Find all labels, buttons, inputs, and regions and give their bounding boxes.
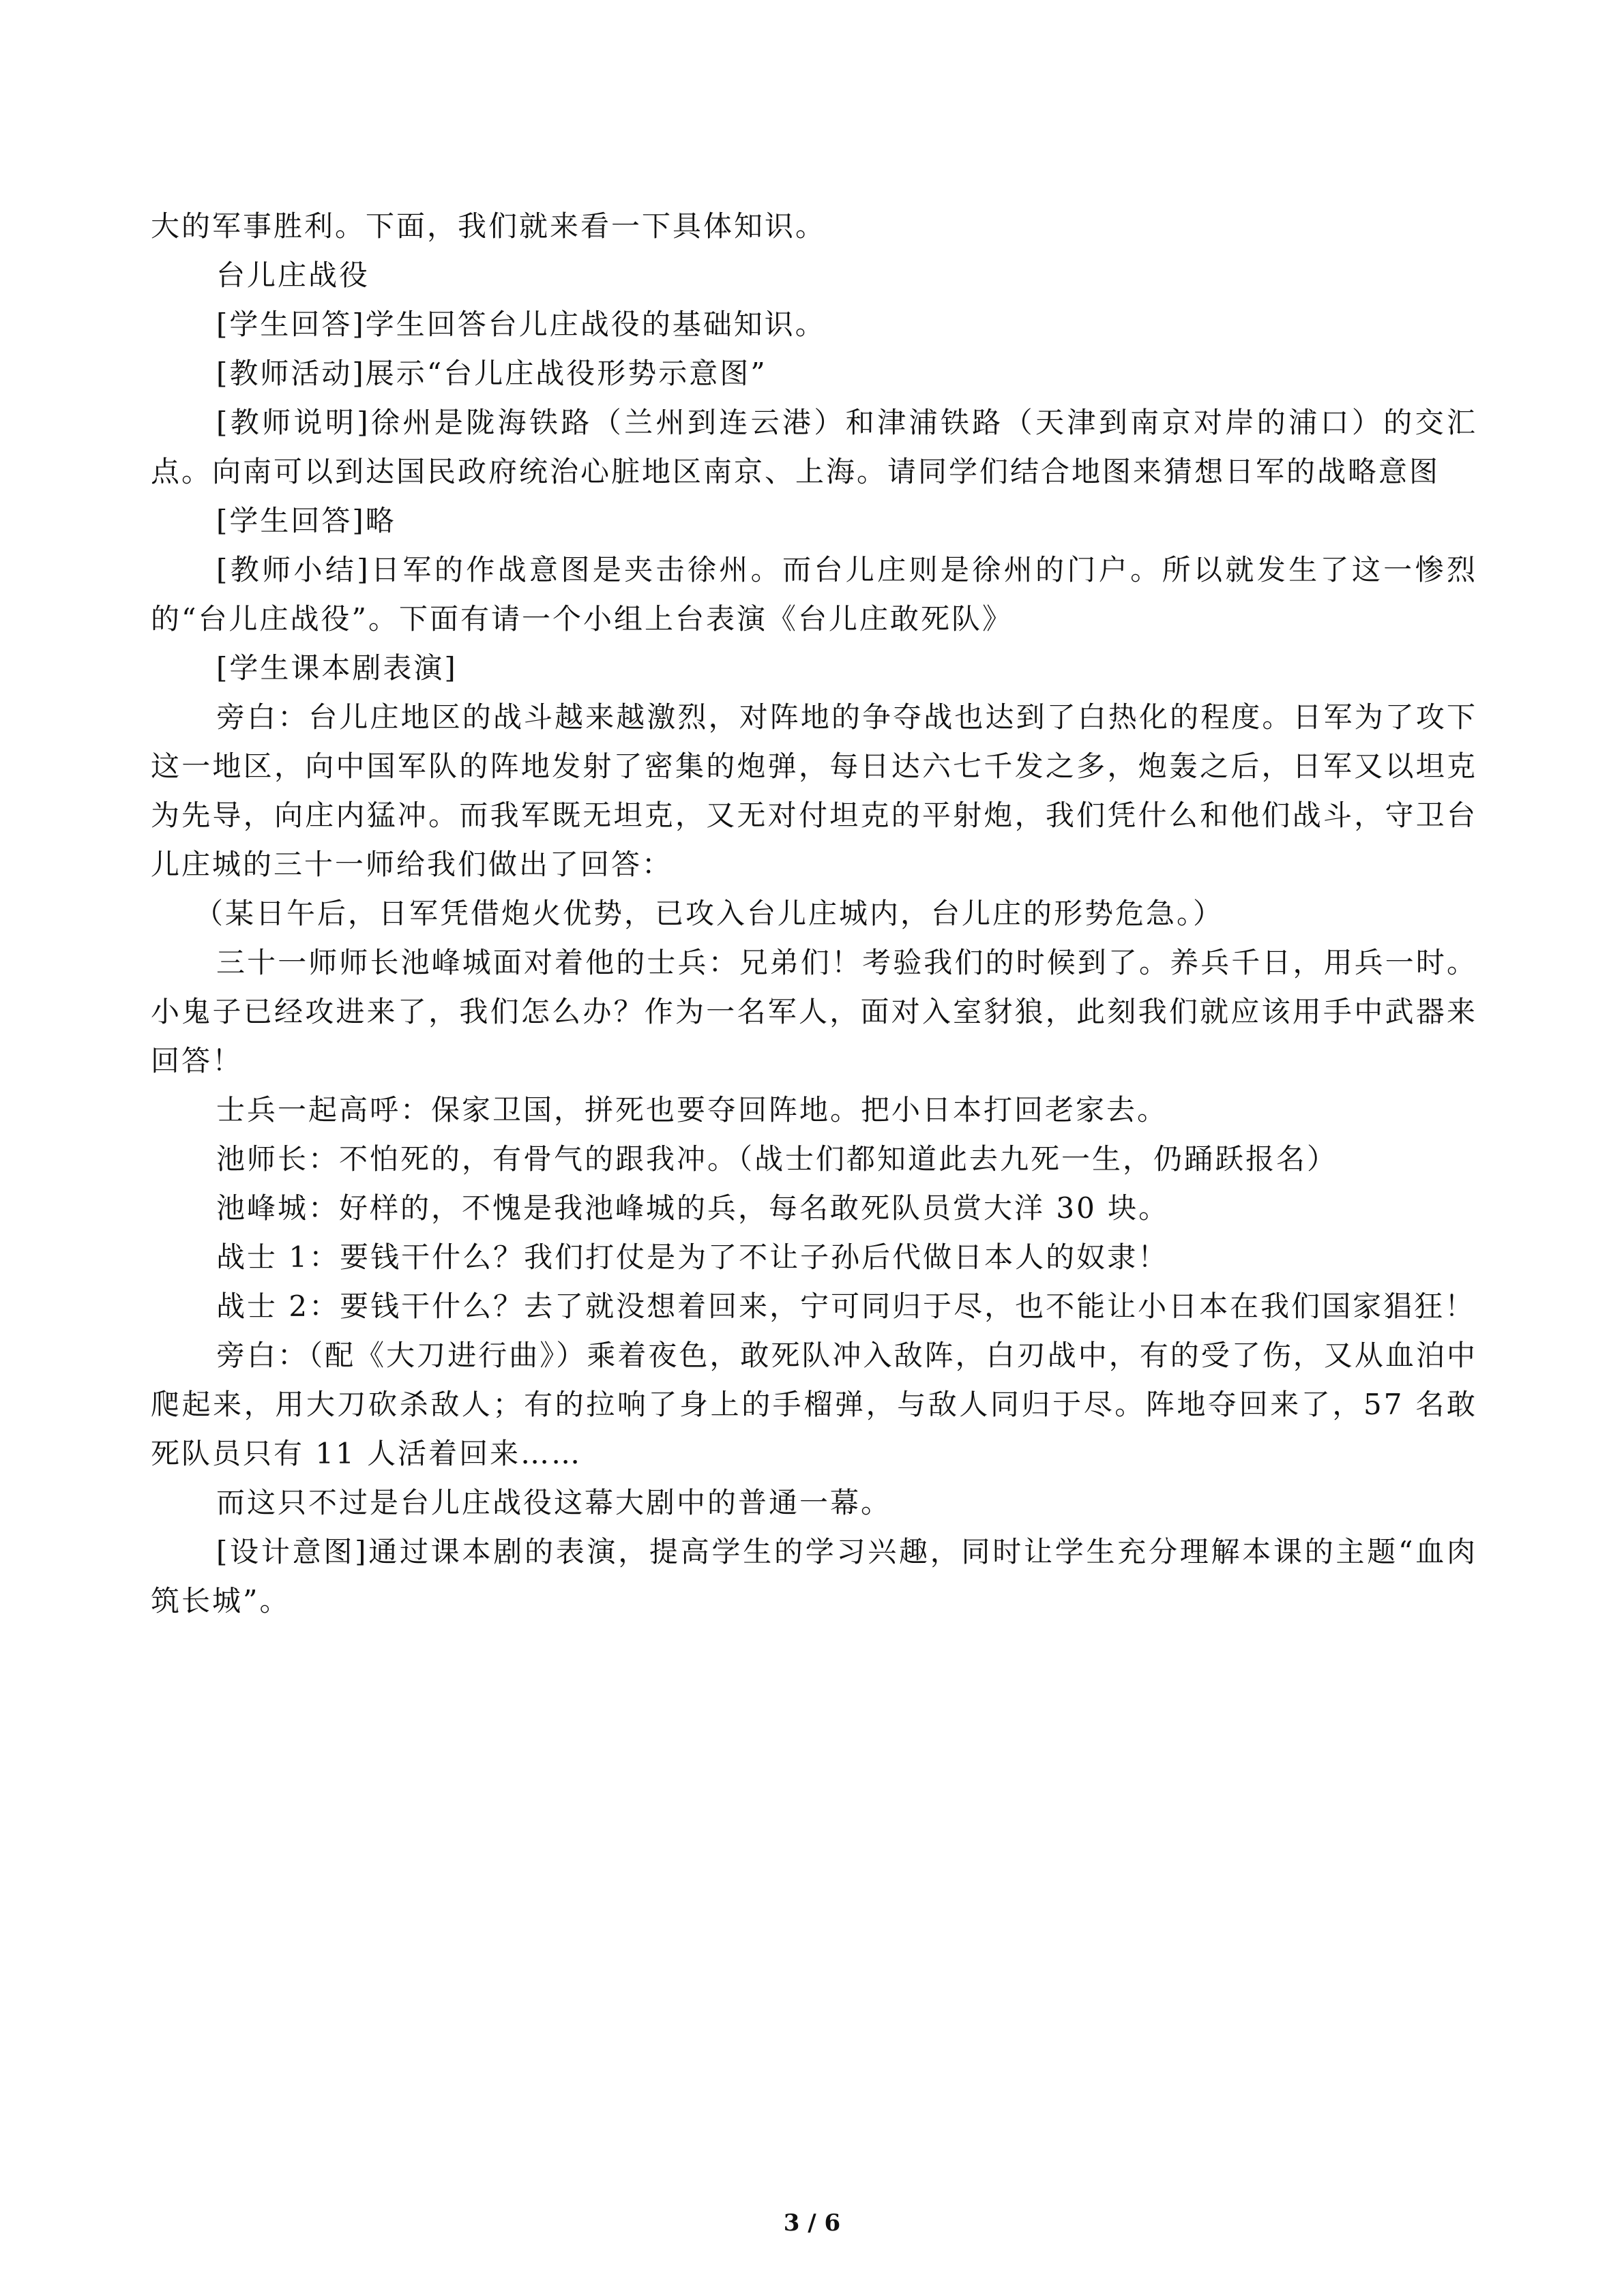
paragraph: [教师活动]展示“台儿庄战役形势示意图” <box>216 357 767 390</box>
stage-direction: （某日午后，日军凭借炮火优势，已攻入台儿庄城内，台儿庄的形势危急。） <box>194 897 1224 930</box>
paragraph: [学生课本剧表演] <box>216 651 458 685</box>
paragraph: [教师说明]徐州是陇海铁路（兰州到连云港）和津浦铁路（天津到南京对岸的浦口）的交汇点。向南可以到达国民政府统治心脏地区南京、上海。请同学们结合地图来猜想日军的战略意图 <box>151 406 1477 488</box>
paragraph: 战士 1：要钱干什么？我们打仗是为了不让子孙后代做日本人的奴隶！ <box>216 1240 1169 1274</box>
document-body <box>151 202 1477 1626</box>
paragraph: 士兵一起高呼：保家卫国，拼死也要夺回阵地。把小日本打回老家去。 <box>216 1093 1168 1127</box>
page-number: 3 / 6 <box>783 2209 841 2237</box>
paragraph: [学生回答]略 <box>216 504 396 537</box>
paragraph: 大的军事胜利。下面，我们就来看一下具体知识。 <box>151 209 827 243</box>
paragraph: 旁白：台儿庄地区的战斗越来越激烈，对阵地的争夺战也达到了白热化的程度。日军为了攻下这一地区，向中国军队的阵地发射了密集的炮弹，每日达六七千发之多，炮轰之后，日军又以坦克为先导，向庄内猛冲。而我军既无坦克，又无对付坦克的平射炮，我们凭什么和他们战斗，守卫台儿庄城的三十一师给我们做出了回答： <box>151 700 1477 881</box>
paragraph: [学生回答]学生回答台儿庄战役的基础知识。 <box>216 308 826 341</box>
paragraph: 而这只不过是台儿庄战役这幕大剧中的普通一幕。 <box>216 1486 892 1519</box>
section-heading: 台儿庄战役 <box>216 258 370 292</box>
paragraph: 池师长：不怕死的，有骨气的跟我冲。（战士们都知道此去九死一生，仍踊跃报名） <box>216 1142 1338 1176</box>
paragraph: 旁白：（配《大刀进行曲》）乘着夜色，敢死队冲入敌阵，白刃战中，有的受了伤，又从血泊中爬起来，用大刀砍杀敌人；有的拉响了身上的手榴弹，与敌人同归于尽。阵地夺回来了，57 名敢死队员只有 11 人活着回来…… <box>151 1339 1477 1470</box>
paragraph: [教师小结]日军的作战意图是夹击徐州。而台儿庄则是徐州的门户。所以就发生了这一惨烈的“台儿庄战役”。下面有请一个小组上台表演《台儿庄敢死队》 <box>151 553 1477 636</box>
paragraph: 战士 2：要钱干什么？去了就没想着回来，宁可同归于尽，也不能让小日本在我们国家猖狂！ <box>216 1289 1476 1323</box>
paragraph: 三十一师师长池峰城面对着他的士兵：兄弟们！考验我们的时候到了。养兵千日，用兵一时。小鬼子已经攻进来了，我们怎么办？作为一名军人，面对入室豺狼，此刻我们就应该用手中武器来回答！ <box>151 946 1477 1077</box>
paragraph: [设计意图]通过课本剧的表演，提高学生的学习兴趣，同时让学生充分理解本课的主题“血肉筑长城”。 <box>151 1535 1477 1617</box>
paragraph: 池峰城：好样的，不愧是我池峰城的兵，每名敢死队员赏大洋 30 块。 <box>216 1191 1170 1225</box>
